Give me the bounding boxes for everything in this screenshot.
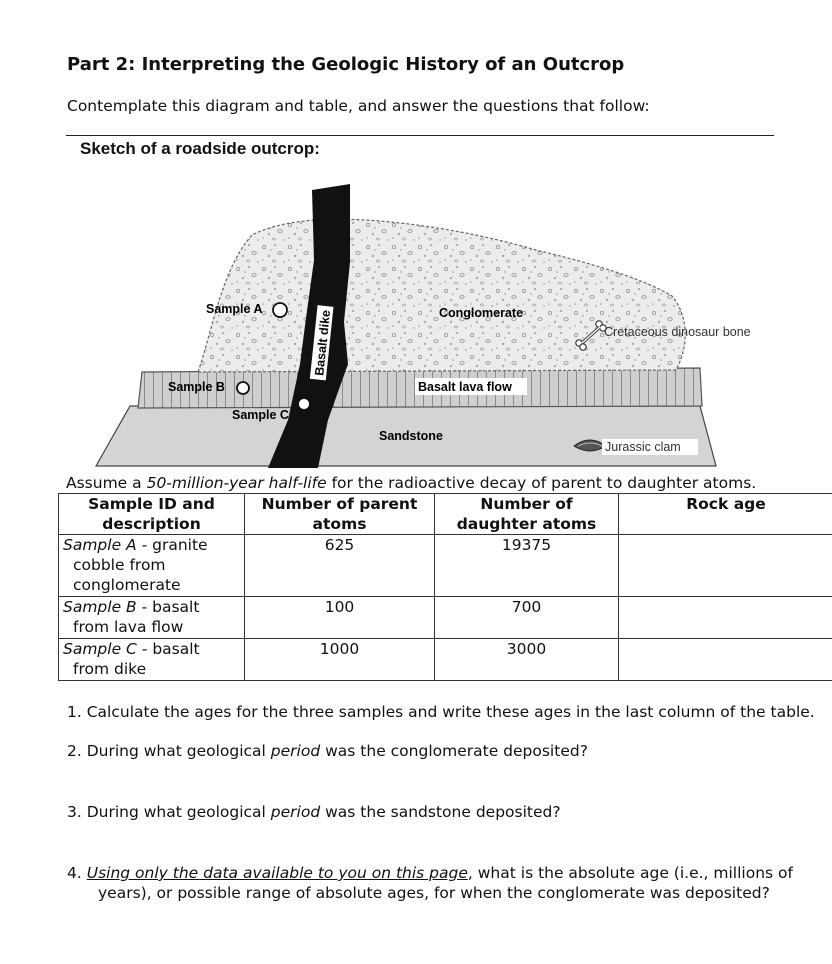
header-parent-atoms: Number of parent atoms [245,494,435,535]
sample-c-marker [298,398,310,410]
label-sample-a: Sample A [206,302,263,316]
table-row [59,597,832,639]
label-sample-c: Sample C [232,408,289,422]
question-4-continued: years), or possible range of absolute ages, for when the conglomerate was deposited? [98,884,770,902]
sample-a-age-input[interactable] [619,535,832,597]
header-rock-age: Rock age [619,494,832,535]
table-header-row [59,494,832,535]
conglomerate-layer [198,219,685,372]
samples-table [58,493,832,681]
sample-c-description: Sample C - basalt from dike [59,639,245,681]
sketch-title: Sketch of a roadside outcrop: [80,139,320,158]
header-daughter-atoms: Number of daughter atoms [435,494,619,535]
sample-b-age-input[interactable] [619,597,832,639]
sample-a-description: Sample A - granite cobble from conglomerate [59,535,245,597]
sample-c-age-input[interactable] [619,639,832,681]
sample-b-description: Sample B - basalt from lava flow [59,597,245,639]
divider [66,135,774,136]
intro-text: Contemplate this diagram and table, and answer the questions that follow: [67,97,650,115]
outcrop-diagram [0,160,832,480]
label-dinosaur-bone: Cretaceous dinosaur bone [604,325,751,339]
label-jurassic-clam: Jurassic clam [605,440,681,454]
sample-a-daughter: 19375 [435,535,619,597]
label-conglomerate: Conglomerate [439,306,524,320]
sample-c-daughter: 3000 [435,639,619,681]
sample-c-parent: 1000 [245,639,435,681]
sample-b-daughter: 700 [435,597,619,639]
sample-a-marker [273,303,287,317]
question-3: 3. During what geological period was the sandstone deposited? [67,803,561,821]
label-sample-b: Sample B [168,380,225,394]
table-row [59,639,832,681]
label-basalt-dike: Basalt dike [312,309,334,377]
header-sample-id: Sample ID and description [59,494,245,535]
table-row [59,535,832,597]
question-1: 1. Calculate the ages for the three samples and write these ages in the last column of the table. [67,703,815,721]
sample-b-marker [237,382,249,394]
sample-a-parent: 625 [245,535,435,597]
page-title: Part 2: Interpreting the Geologic History of an Outcrop [67,54,625,75]
half-life-assumption: Assume a 50-million-year half-life for the radioactive decay of parent to daughter atoms. [66,474,757,492]
label-sandstone: Sandstone [379,429,443,443]
question-2: 2. During what geological period was the conglomerate deposited? [67,742,588,760]
sample-b-parent: 100 [245,597,435,639]
question-4: 4. Using only the data available to you on this page, what is the absolute age (i.e., millions of [67,864,793,882]
label-basalt-lava-flow: Basalt lava flow [418,380,512,394]
